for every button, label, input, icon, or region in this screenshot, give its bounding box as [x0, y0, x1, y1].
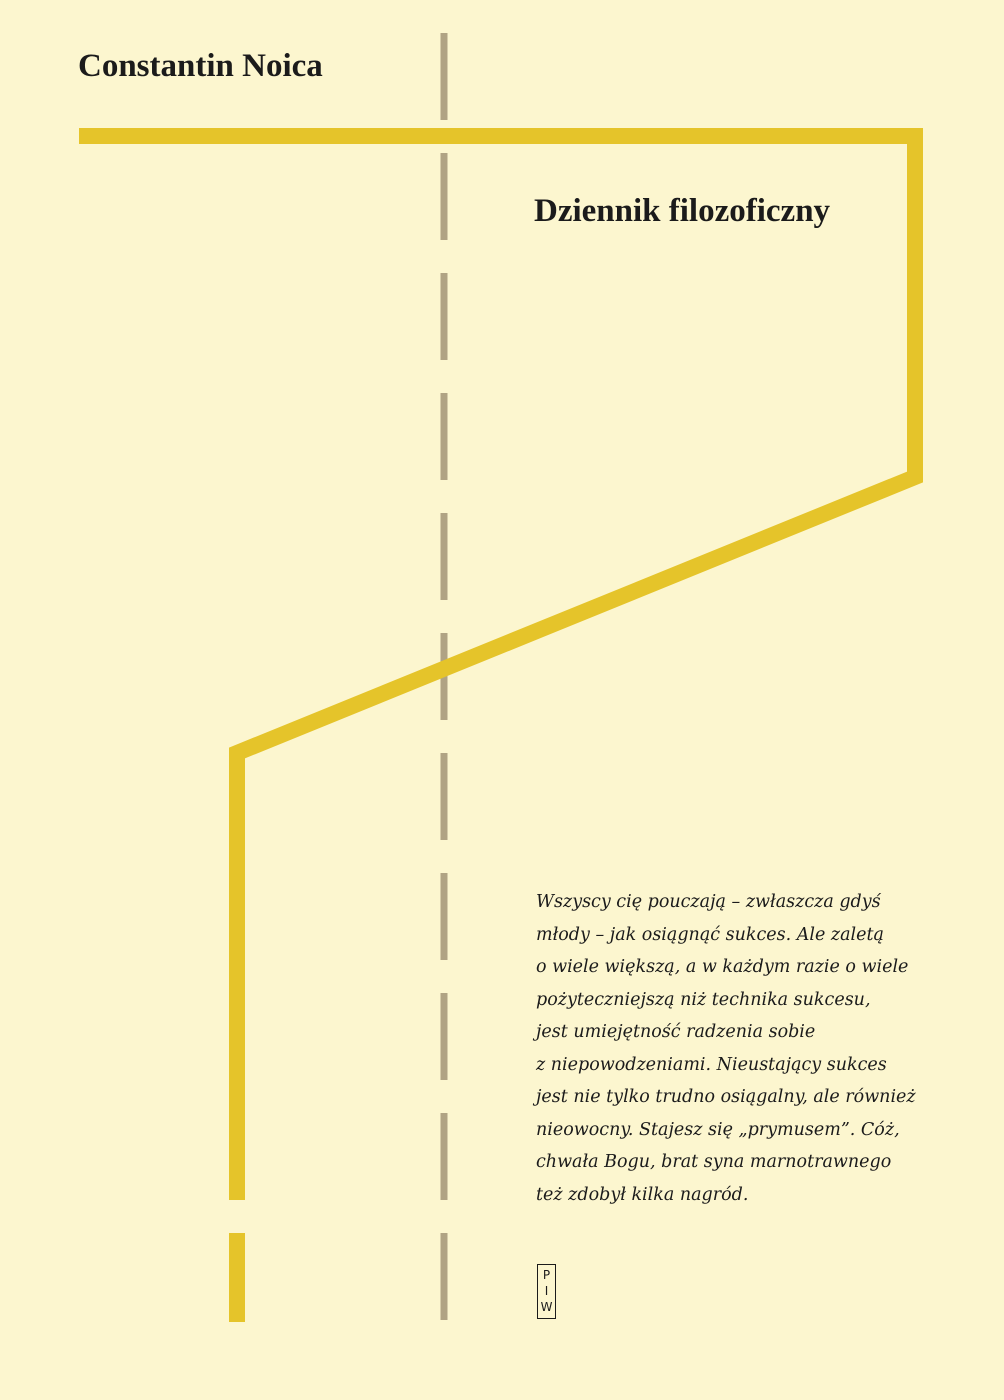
blurb-text — [536, 886, 936, 1211]
publisher-logo — [537, 1264, 556, 1319]
book-title: Dziennik filozoficzny — [534, 193, 831, 229]
blurb-line: pożyteczniejszą niż technika sukcesu, — [536, 989, 871, 1010]
blurb-line: chwała Bogu, brat syna marnotrawnego — [536, 1152, 892, 1172]
blurb-line: o wiele większą, a w każdym razie o wiele — [536, 957, 909, 977]
publisher-logo-letter: P — [542, 1267, 551, 1282]
author-name: Constantin Noica — [78, 48, 323, 84]
blurb-line: młody – jak osiągnąć sukces. Ale zaletą — [536, 924, 884, 945]
blurb-line: z niepowodzeniami. Nieustający sukces — [536, 1054, 887, 1075]
blurb-line: Wszyscy cię pouczają – zwłaszcza gdyś — [536, 892, 881, 912]
blurb-line: jest nie tylko trudno osiągalny, ale również — [536, 1087, 916, 1107]
publisher-logo-letter: I — [544, 1283, 549, 1298]
blurb-line: jest umiejętność radzenia sobie — [536, 1022, 816, 1042]
blurb-line: nieowocny. Stajesz się „prymusem”. Cóż, — [536, 1119, 900, 1140]
publisher-logo-letter: W — [540, 1300, 553, 1315]
blurb-line: też zdobył kilka nagród. — [536, 1184, 749, 1205]
